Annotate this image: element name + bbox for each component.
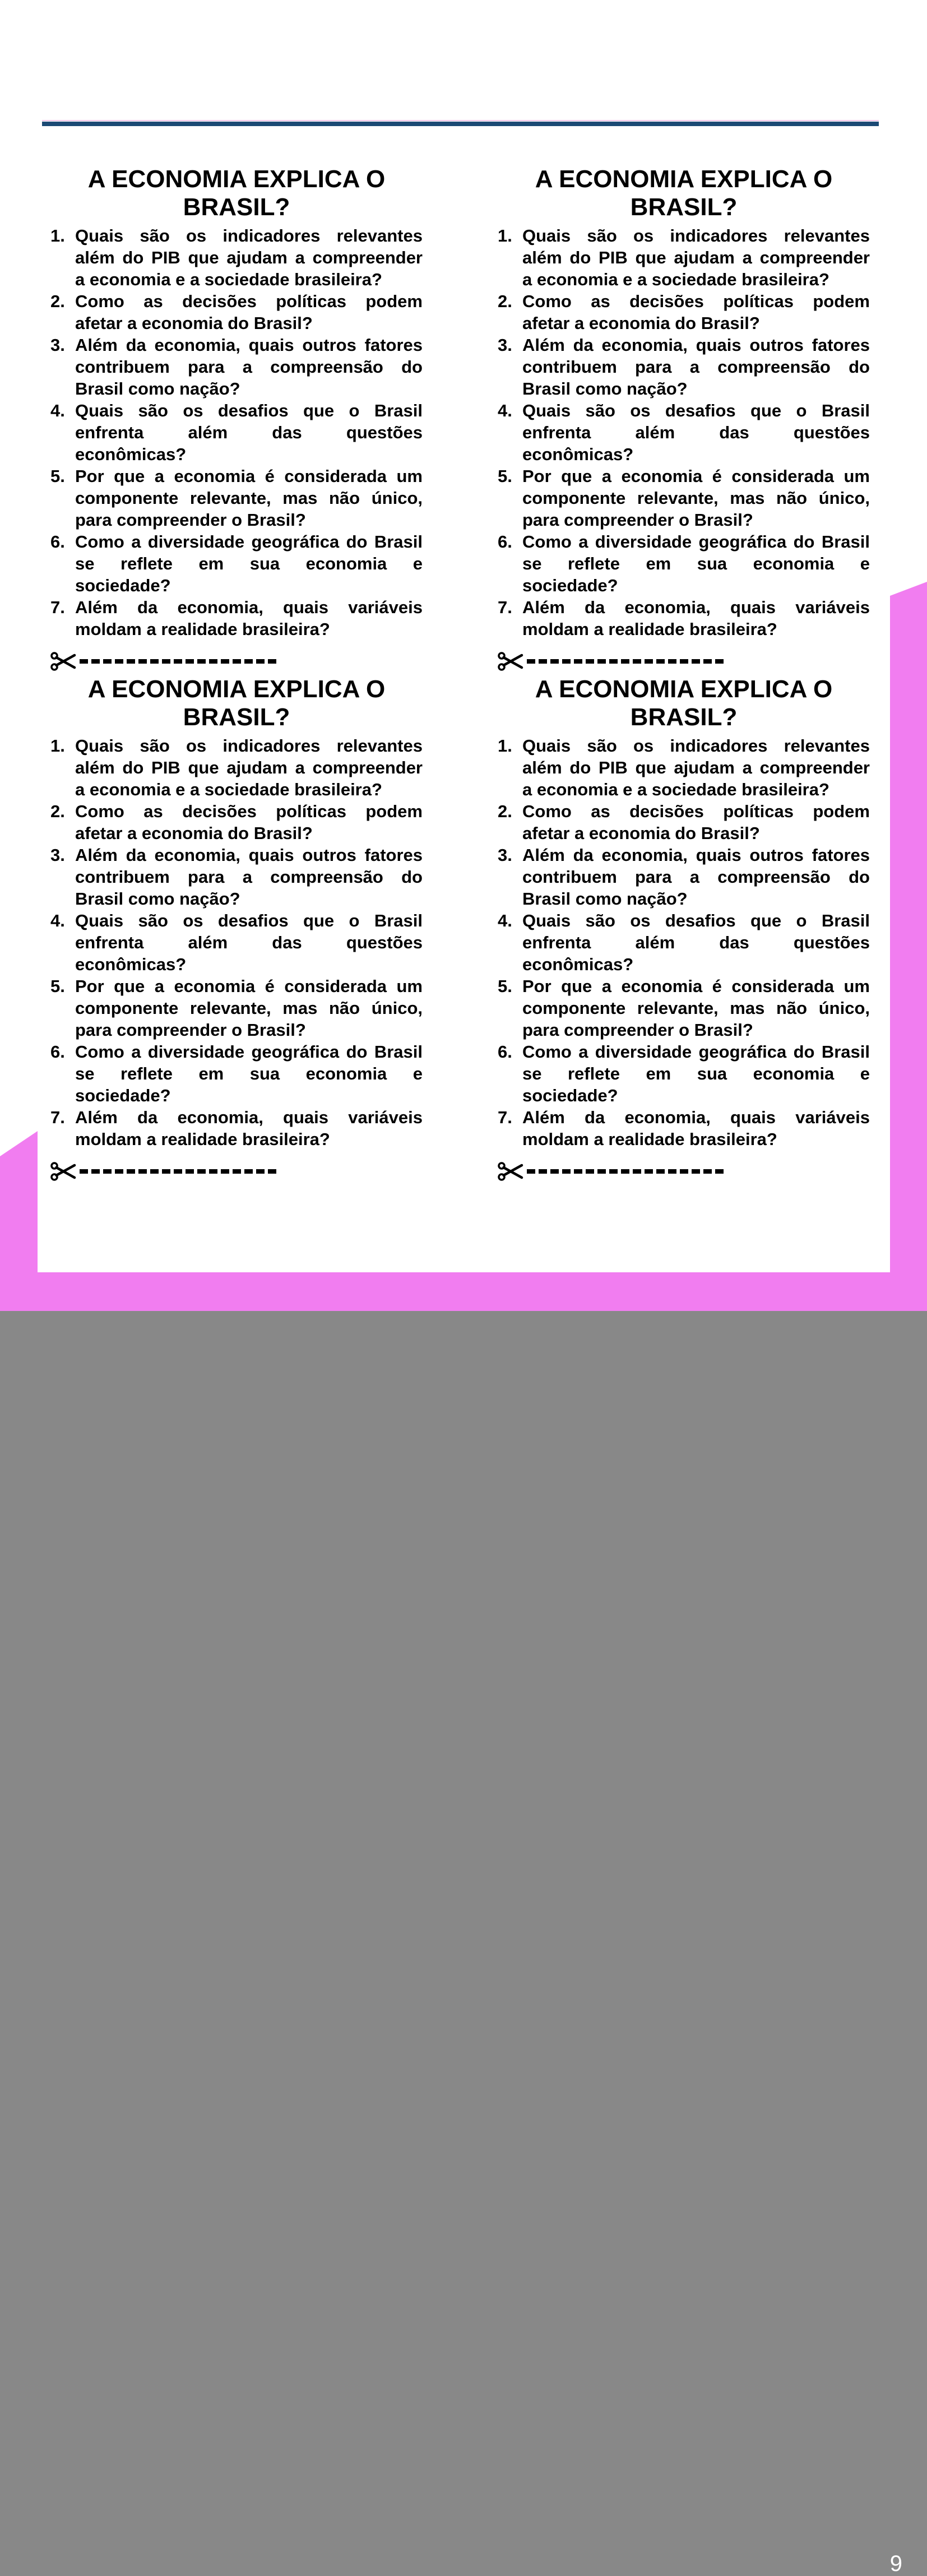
question-text — [75, 290, 423, 334]
question-item — [498, 844, 870, 910]
card-title — [50, 165, 423, 221]
question-text-line: componente relevante, mas não único, — [75, 488, 423, 508]
question-text-line: Quais são os desafios que o Brasil — [522, 401, 870, 420]
question-text — [75, 225, 423, 290]
scissors-icon — [50, 650, 76, 673]
question-text-line: para compreender o Brasil? — [75, 510, 306, 530]
pink-right-edge-shape — [890, 582, 927, 1311]
question-number: 7. — [498, 597, 512, 617]
question-text-line: para compreender o Brasil? — [522, 510, 753, 530]
question-text-line: afetar a economia do Brasil? — [75, 823, 313, 843]
question-text — [75, 334, 423, 400]
question-item — [50, 910, 423, 975]
question-item — [50, 596, 423, 640]
question-text-line: sociedade? — [522, 576, 618, 595]
card-title-line-2: BRASIL? — [183, 193, 290, 221]
question-text-line: Como as decisões políticas podem — [75, 291, 423, 311]
question-text-line: Além da economia, quais variáveis — [75, 597, 423, 617]
question-text-line: moldam a realidade brasileira? — [75, 619, 330, 639]
question-item — [50, 844, 423, 910]
question-text-line: Por que a economia é considerada um — [75, 466, 423, 486]
question-item — [498, 910, 870, 975]
question-text-line: moldam a realidade brasileira? — [522, 1129, 777, 1149]
question-text-line: componente relevante, mas não único, — [75, 998, 423, 1018]
scissors-icon — [50, 1160, 76, 1183]
question-text-line: além do PIB que ajudam a compreender — [75, 248, 423, 267]
question-text-line: Além da economia, quais outros fatores — [75, 845, 423, 865]
question-card — [498, 165, 870, 673]
question-text-line: afetar a economia do Brasil? — [522, 823, 760, 843]
question-text — [522, 596, 870, 640]
question-text-line: Quais são os indicadores relevantes — [522, 736, 870, 756]
question-text — [522, 531, 870, 596]
question-text-line: a economia e a sociedade brasileira? — [522, 270, 829, 289]
question-text-line: econômicas? — [75, 955, 187, 974]
question-item — [498, 290, 870, 334]
question-list — [498, 225, 870, 640]
dashed-line — [80, 1169, 277, 1174]
question-text-line: Além da economia, quais variáveis — [522, 597, 870, 617]
question-item — [498, 975, 870, 1041]
question-text-line: além do PIB que ajudam a compreender — [75, 758, 423, 777]
question-text-line: enfrenta além das questões — [75, 933, 423, 952]
card-title — [498, 165, 870, 221]
question-item — [50, 800, 423, 844]
question-text-line: Além da economia, quais outros fatores — [522, 335, 870, 355]
question-text — [522, 735, 870, 800]
cards-grid — [50, 165, 870, 1183]
question-number: 2. — [50, 801, 65, 821]
question-text-line: sociedade? — [75, 1086, 171, 1105]
card-title-line-1: A ECONOMIA EXPLICA O — [87, 165, 386, 193]
question-text-line: sociedade? — [522, 1086, 618, 1105]
question-text — [522, 225, 870, 290]
question-number: 7. — [498, 1108, 512, 1127]
question-item — [50, 400, 423, 465]
question-number: 5. — [498, 976, 512, 996]
cut-line — [498, 650, 870, 673]
page-number: 9 — [889, 2551, 902, 2576]
question-text-line: sociedade? — [75, 576, 171, 595]
question-text — [522, 975, 870, 1041]
question-text-line: Por que a economia é considerada um — [75, 976, 423, 996]
card-title-line-2: BRASIL? — [630, 703, 738, 731]
question-text-line: Brasil como nação? — [522, 889, 688, 909]
question-item — [498, 735, 870, 800]
question-item — [50, 531, 423, 596]
question-text-line: Além da economia, quais variáveis — [522, 1108, 870, 1127]
question-text-line: Além da economia, quais variáveis — [75, 1108, 423, 1127]
question-text-line: Além da economia, quais outros fatores — [522, 845, 870, 865]
question-text-line: Como a diversidade geográfica do Brasil — [75, 1042, 423, 1062]
question-item — [498, 1041, 870, 1106]
question-item — [50, 975, 423, 1041]
question-text-line: se reflete em sua economia e — [522, 1064, 870, 1083]
question-item — [498, 225, 870, 290]
question-item — [498, 596, 870, 640]
question-text — [75, 465, 423, 531]
question-text — [522, 844, 870, 910]
question-list — [50, 735, 423, 1150]
question-text-line: para compreender o Brasil? — [522, 1020, 753, 1040]
question-text — [75, 735, 423, 800]
question-text — [75, 1041, 423, 1106]
question-text-line: econômicas? — [522, 444, 634, 464]
card-title-line-2: BRASIL? — [183, 703, 290, 731]
question-text — [75, 400, 423, 465]
question-text-line: contribuem para a compreensão do — [75, 357, 423, 377]
question-item — [50, 735, 423, 800]
scissors-icon — [498, 650, 523, 673]
question-text-line: além do PIB que ajudam a compreender — [522, 758, 870, 777]
question-list — [50, 225, 423, 640]
question-number: 1. — [498, 736, 512, 756]
question-item — [498, 465, 870, 531]
question-number: 4. — [50, 401, 65, 420]
question-text-line: a economia e a sociedade brasileira? — [75, 270, 382, 289]
question-number: 2. — [498, 291, 512, 311]
question-text-line: Brasil como nação? — [75, 379, 240, 399]
question-text-line: Brasil como nação? — [522, 379, 688, 399]
question-text-line: econômicas? — [75, 444, 187, 464]
question-text-line: a economia e a sociedade brasileira? — [75, 780, 382, 799]
question-text — [522, 1041, 870, 1106]
bottom-bar — [0, 1272, 927, 2576]
question-text-line: afetar a economia do Brasil? — [522, 313, 760, 333]
question-number: 5. — [50, 466, 65, 486]
question-text-line: Como a diversidade geográfica do Brasil — [522, 1042, 870, 1062]
question-card — [498, 675, 870, 1183]
question-number: 3. — [498, 335, 512, 355]
question-text-line: se reflete em sua economia e — [75, 554, 423, 573]
question-card — [50, 675, 423, 1183]
cut-line — [50, 1160, 423, 1183]
question-text-line: moldam a realidade brasileira? — [522, 619, 777, 639]
cut-line — [50, 650, 423, 673]
question-text-line: componente relevante, mas não único, — [522, 998, 870, 1018]
cut-line — [498, 1160, 870, 1183]
question-number: 4. — [50, 911, 65, 930]
question-item — [50, 290, 423, 334]
question-text — [522, 800, 870, 844]
question-text-line: moldam a realidade brasileira? — [75, 1129, 330, 1149]
question-text — [522, 1106, 870, 1150]
question-item — [50, 1041, 423, 1106]
question-text-line: afetar a economia do Brasil? — [75, 313, 313, 333]
question-number: 7. — [50, 597, 65, 617]
question-text-line: além do PIB que ajudam a compreender — [522, 248, 870, 267]
question-text — [522, 334, 870, 400]
question-number: 1. — [50, 226, 65, 245]
question-text-line: Quais são os indicadores relevantes — [522, 226, 870, 245]
dashed-line — [527, 1169, 724, 1174]
question-number: 1. — [498, 226, 512, 245]
question-text-line: enfrenta além das questões — [75, 423, 423, 442]
question-text-line: contribuem para a compreensão do — [75, 867, 423, 887]
question-text-line: Como as decisões políticas podem — [522, 801, 870, 821]
question-text — [522, 910, 870, 975]
dashed-line — [527, 659, 724, 664]
question-number: 5. — [498, 466, 512, 486]
question-text-line: Por que a economia é considerada um — [522, 976, 870, 996]
question-text-line: Por que a economia é considerada um — [522, 466, 870, 486]
question-text — [75, 910, 423, 975]
question-text — [522, 290, 870, 334]
question-text — [522, 465, 870, 531]
question-number: 2. — [50, 291, 65, 311]
question-text — [75, 1106, 423, 1150]
question-text-line: Como a diversidade geográfica do Brasil — [75, 532, 423, 552]
question-text-line: Quais são os desafios que o Brasil — [75, 401, 423, 420]
card-title-line-2: BRASIL? — [630, 193, 738, 221]
question-text-line: se reflete em sua economia e — [75, 1064, 423, 1083]
question-number: 3. — [50, 335, 65, 355]
question-text-line: econômicas? — [522, 955, 634, 974]
question-item — [50, 1106, 423, 1150]
question-text-line: Como as decisões políticas podem — [75, 801, 423, 821]
question-number: 3. — [498, 845, 512, 865]
question-number: 4. — [498, 911, 512, 930]
question-text-line: contribuem para a compreensão do — [522, 867, 870, 887]
question-text-line: enfrenta além das questões — [522, 423, 870, 442]
question-number: 7. — [50, 1108, 65, 1127]
question-item — [498, 1106, 870, 1150]
question-text-line: Como as decisões políticas podem — [522, 291, 870, 311]
question-text-line: Quais são os indicadores relevantes — [75, 736, 423, 756]
question-text-line: Quais são os desafios que o Brasil — [522, 911, 870, 930]
question-number: 6. — [498, 1042, 512, 1062]
dashed-line — [80, 659, 277, 664]
question-item — [50, 465, 423, 531]
question-item — [50, 225, 423, 290]
card-title — [498, 675, 870, 731]
question-card — [50, 165, 423, 673]
question-item — [50, 334, 423, 400]
question-text — [75, 800, 423, 844]
question-item — [498, 334, 870, 400]
card-title-line-1: A ECONOMIA EXPLICA O — [87, 675, 386, 703]
card-title-line-1: A ECONOMIA EXPLICA O — [535, 675, 833, 703]
question-item — [498, 800, 870, 844]
question-text-line: Quais são os desafios que o Brasil — [75, 911, 423, 930]
question-text-line: enfrenta além das questões — [522, 933, 870, 952]
question-list — [498, 735, 870, 1150]
question-number: 6. — [50, 532, 65, 552]
question-text-line: se reflete em sua economia e — [522, 554, 870, 573]
question-text — [75, 975, 423, 1041]
top-divider-rule — [42, 120, 879, 126]
question-number: 6. — [50, 1042, 65, 1062]
question-text-line: contribuem para a compreensão do — [522, 357, 870, 377]
question-text-line: Brasil como nação? — [75, 889, 240, 909]
question-text — [75, 596, 423, 640]
card-title-line-1: A ECONOMIA EXPLICA O — [535, 165, 833, 193]
question-text-line: Além da economia, quais outros fatores — [75, 335, 423, 355]
question-text-line: Quais são os indicadores relevantes — [75, 226, 423, 245]
question-text — [75, 531, 423, 596]
question-number: 1. — [50, 736, 65, 756]
question-text — [75, 844, 423, 910]
question-number: 3. — [50, 845, 65, 865]
question-number: 5. — [50, 976, 65, 996]
question-text-line: para compreender o Brasil? — [75, 1020, 306, 1040]
question-item — [498, 400, 870, 465]
question-number: 4. — [498, 401, 512, 420]
card-title — [50, 675, 423, 731]
question-number: 6. — [498, 532, 512, 552]
question-text-line: componente relevante, mas não único, — [522, 488, 870, 508]
question-text — [522, 400, 870, 465]
scissors-icon — [498, 1160, 523, 1183]
question-item — [498, 531, 870, 596]
question-number: 2. — [498, 801, 512, 821]
question-text-line: Como a diversidade geográfica do Brasil — [522, 532, 870, 552]
question-text-line: a economia e a sociedade brasileira? — [522, 780, 829, 799]
